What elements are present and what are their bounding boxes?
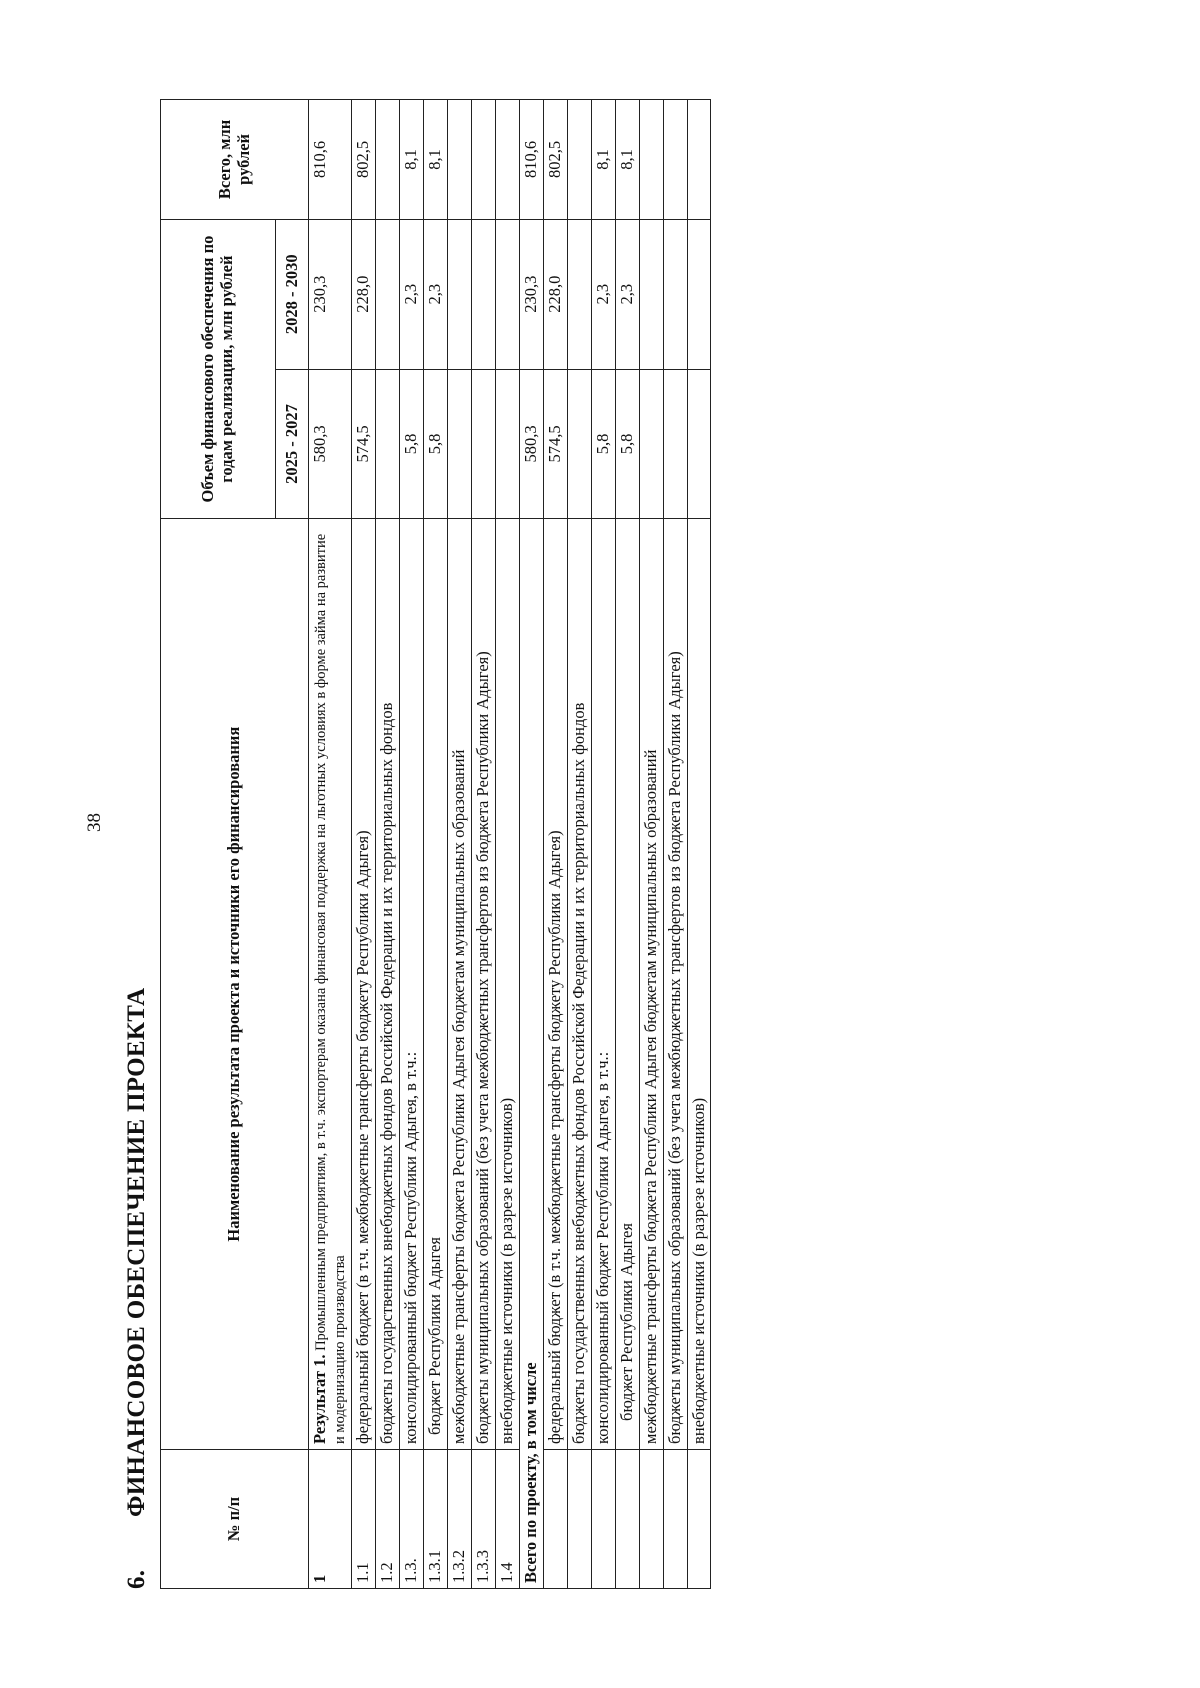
row-number: 1.3.3 <box>471 1449 495 1588</box>
section-number: 6. <box>123 1569 150 1589</box>
row-period-value <box>663 219 687 369</box>
grand-total-value: 230,3 <box>519 219 543 369</box>
total-breakdown-row <box>543 100 567 1589</box>
row-label: федеральный бюджет (в т.ч. межбюджетные трансферты бюджету Республики Адыгея) <box>351 519 375 1450</box>
row-label-bold: Результат 1. <box>310 1354 329 1444</box>
section-heading <box>118 99 156 1589</box>
row-number <box>687 1449 711 1588</box>
page-number: 38 <box>84 813 105 832</box>
row-period-value <box>447 219 471 369</box>
table-row <box>309 100 352 1589</box>
row-number: 1 <box>309 1449 352 1588</box>
row-total-value <box>495 100 519 220</box>
row-label: консолидированный бюджет Республики Адыгея, в т.ч.: <box>591 519 615 1450</box>
row-period-value <box>687 369 711 519</box>
header-total: Всего, млн рублей <box>161 100 309 220</box>
row-period-value: 574,5 <box>543 369 567 519</box>
row-label: внебюджетные источники (в разрезе источников) <box>495 519 519 1450</box>
row-period-value: 5,8 <box>591 369 615 519</box>
table-row <box>471 100 495 1589</box>
row-period-value: 5,8 <box>423 369 447 519</box>
row-period-value: 2,3 <box>591 219 615 369</box>
row-total-value: 8,1 <box>591 100 615 220</box>
header-num: № п/п <box>161 1449 309 1588</box>
grand-total-value: 810,6 <box>519 100 543 220</box>
total-breakdown-row <box>567 100 591 1589</box>
row-total-value: 8,1 <box>615 100 639 220</box>
row-period-value: 228,0 <box>543 219 567 369</box>
table-row <box>495 100 519 1589</box>
row-number <box>591 1449 615 1588</box>
row-period-value <box>375 369 399 519</box>
grand-total-value: 580,3 <box>519 369 543 519</box>
header-volume: Объем финансового обеспечения по годам реализации, млн рублей <box>161 219 276 519</box>
header-period-2028-2030: 2028 - 2030 <box>276 219 309 369</box>
table-row <box>399 100 423 1589</box>
row-period-value: 580,3 <box>309 369 352 519</box>
row-period-value: 5,8 <box>615 369 639 519</box>
row-number: 1.4 <box>495 1449 519 1588</box>
row-label-text: Промышленным предприятиям, в т.ч. экспортерам оказана финансовая поддержка на льготных условиях в форме займа на развитие и модернизацию производства <box>313 533 348 1444</box>
row-total-value <box>663 100 687 220</box>
header-name: Наименование результата проекта и источники его финансирования <box>161 519 309 1450</box>
row-period-value <box>663 369 687 519</box>
row-label: федеральный бюджет (в т.ч. межбюджетные трансферты бюджету Республики Адыгея) <box>543 519 567 1450</box>
row-period-value <box>471 219 495 369</box>
row-number: 1.3. <box>399 1449 423 1588</box>
row-label: бюджет Республики Адыгея <box>615 519 639 1450</box>
row-total-value: 802,5 <box>351 100 375 220</box>
row-label: межбюджетные трансферты бюджета Республики Адыгея бюджетам муниципальных образований <box>447 519 471 1450</box>
table-row <box>375 100 399 1589</box>
row-number: 1.1 <box>351 1449 375 1588</box>
row-total-value <box>567 100 591 220</box>
total-breakdown-row <box>639 100 663 1589</box>
row-number: 1.3.2 <box>447 1449 471 1588</box>
financing-table <box>160 99 711 1589</box>
row-period-value <box>375 219 399 369</box>
total-breakdown-row <box>591 100 615 1589</box>
row-total-value <box>375 100 399 220</box>
row-total-value <box>471 100 495 220</box>
row-period-value <box>687 219 711 369</box>
row-period-value <box>639 219 663 369</box>
section-title: ФИНАНСОВОЕ ОБЕСПЕЧЕНИЕ ПРОЕКТА <box>123 987 150 1517</box>
table-row <box>447 100 471 1589</box>
row-number <box>615 1449 639 1588</box>
row-total-value: 8,1 <box>423 100 447 220</box>
total-breakdown-row <box>687 100 711 1589</box>
row-period-value <box>495 219 519 369</box>
row-number <box>639 1449 663 1588</box>
row-period-value <box>495 369 519 519</box>
row-period-value: 574,5 <box>351 369 375 519</box>
row-label: внебюджетные источники (в разрезе источников) <box>687 519 711 1450</box>
row-number: 1.3.1 <box>423 1449 447 1588</box>
row-period-value: 2,3 <box>399 219 423 369</box>
grand-total-row <box>519 100 543 1589</box>
row-period-value <box>567 219 591 369</box>
row-period-value: 228,0 <box>351 219 375 369</box>
grand-total-label: Всего по проекту, в том числе <box>519 519 543 1589</box>
rotated-page-content <box>118 99 1200 1589</box>
row-label: межбюджетные трансферты бюджета Республики Адыгея бюджетам муниципальных образований <box>639 519 663 1450</box>
row-label: бюджеты муниципальных образований (без учета межбюджетных трансфертов из бюджета Республики Адыгея) <box>471 519 495 1450</box>
row-period-value: 230,3 <box>309 219 352 369</box>
total-breakdown-row <box>663 100 687 1589</box>
row-period-value <box>471 369 495 519</box>
row-label <box>309 519 352 1450</box>
row-period-value <box>567 369 591 519</box>
table-row <box>351 100 375 1589</box>
table-row <box>423 100 447 1589</box>
row-label: бюджеты государственных внебюджетных фондов Российской Федерации и их территориальных фондов <box>375 519 399 1450</box>
row-period-value: 5,8 <box>399 369 423 519</box>
row-total-value <box>639 100 663 220</box>
row-number <box>543 1449 567 1588</box>
header-period-2025-2027: 2025 - 2027 <box>276 369 309 519</box>
row-period-value <box>447 369 471 519</box>
row-label: бюджеты государственных внебюджетных фондов Российской Федерации и их территориальных фондов <box>567 519 591 1450</box>
row-label: бюджет Республики Адыгея <box>423 519 447 1450</box>
row-total-value <box>447 100 471 220</box>
row-label: консолидированный бюджет Республики Адыгея, в т.ч.: <box>399 519 423 1450</box>
row-total-value <box>687 100 711 220</box>
row-total-value: 802,5 <box>543 100 567 220</box>
row-period-value: 2,3 <box>423 219 447 369</box>
row-number <box>663 1449 687 1588</box>
row-number: 1.2 <box>375 1449 399 1588</box>
row-number <box>567 1449 591 1588</box>
row-total-value: 810,6 <box>309 100 352 220</box>
row-total-value: 8,1 <box>399 100 423 220</box>
total-breakdown-row <box>615 100 639 1589</box>
row-period-value: 2,3 <box>615 219 639 369</box>
row-period-value <box>639 369 663 519</box>
row-label: бюджеты муниципальных образований (без учета межбюджетных трансфертов из бюджета Республики Адыгея) <box>663 519 687 1450</box>
